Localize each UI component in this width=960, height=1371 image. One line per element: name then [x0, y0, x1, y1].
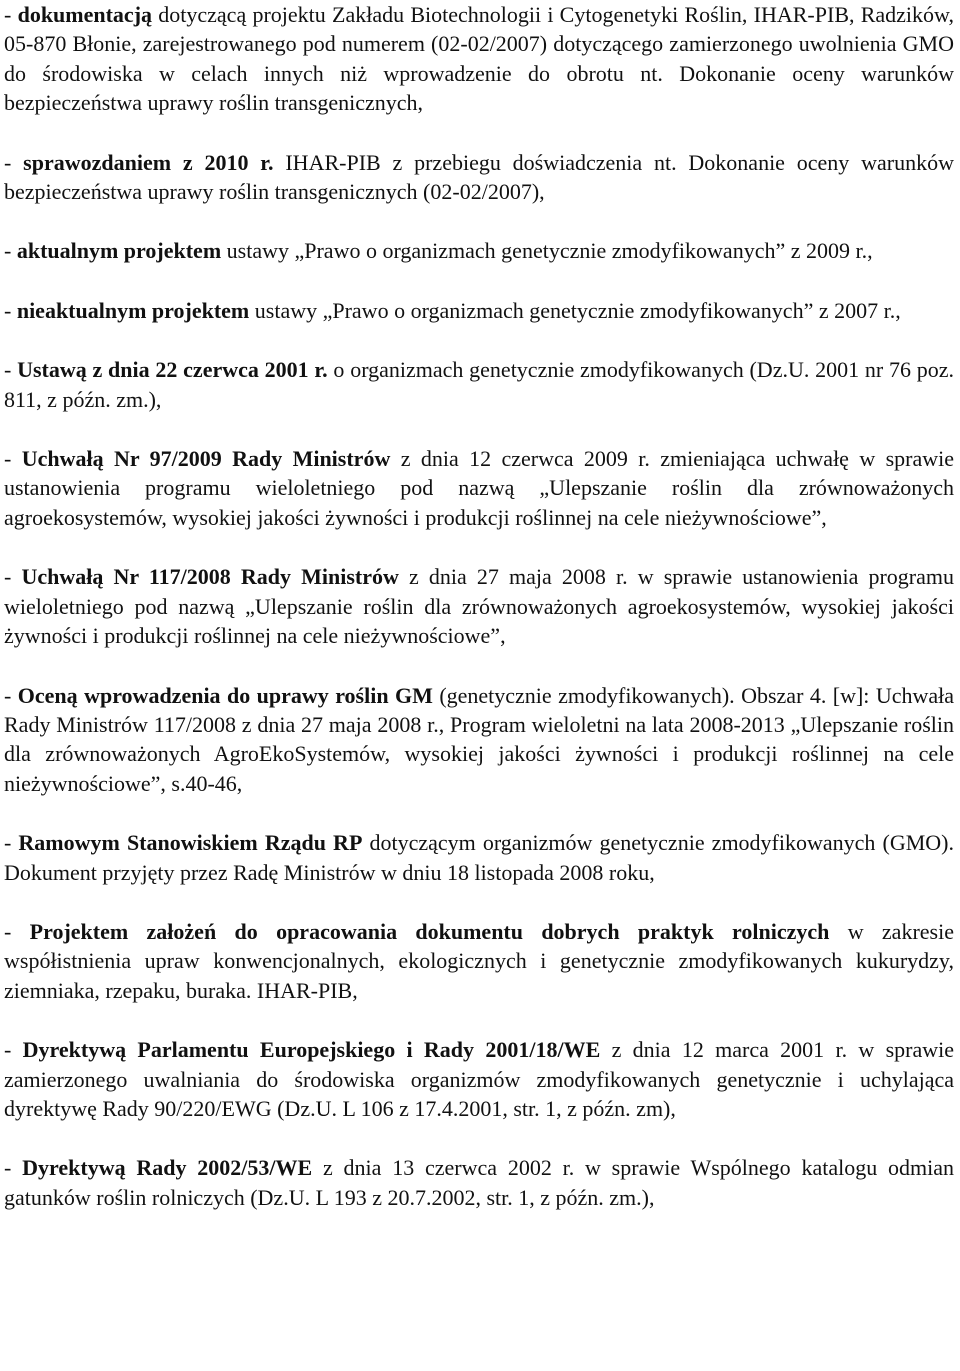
reference-item-ramowe-stanowisko	[4, 828, 954, 887]
reference-item-projekt-zalozen	[4, 917, 954, 1005]
reference-item-ocena-gm	[4, 681, 954, 799]
item-dash: -	[4, 918, 30, 944]
item-text: z dnia 12 marca 2001 r. w sprawie zamierzonego uwalniania do środowiska organizmów zmodyfikowanych genetycznie i uchylająca dyrektywę Rady 90/220/EWG (Dz.U. L 106 z 17.4.2001, str. 1, z późn. zm),	[4, 1037, 955, 1121]
item-dash: -	[4, 357, 18, 383]
item-dash: -	[4, 446, 22, 472]
reference-item-sprawozdanie	[4, 148, 954, 207]
item-dash: -	[4, 238, 17, 264]
item-bold-title: Oceną wprowadzenia do uprawy roślin GM	[17, 682, 433, 708]
item-text: z dnia 27 maja 2008 r. w sprawie ustanowienia programu wieloletniego pod nazwą „Ulepszanie roślin dla zrównoważonych agroekosystemów, wysokiej jakości żywności i produkcji roślinnej na cele nieżywnościowe”,	[4, 564, 955, 649]
item-bold-title: aktualnym projektem	[16, 238, 222, 264]
item-dash: -	[4, 682, 18, 708]
item-bold-title: nieaktualnym projektem	[16, 297, 250, 323]
item-bold-title: Projektem założeń do opracowania dokumentu dobrych praktyk rolniczych	[29, 918, 830, 944]
item-text: z dnia 13 czerwca 2002 r. w sprawie Wspólnego katalogu odmian gatunków roślin rolniczych (Dz.U. L 193 z 20.7.2002, str. 1, z późn. zm.),	[4, 1155, 955, 1210]
item-text: o organizmach genetycznie zmodyfikowanych (Dz.U. 2001 nr 76 poz. 811, z późn. zm.),	[4, 357, 954, 412]
item-dash: -	[4, 297, 17, 323]
item-dash: -	[4, 1155, 23, 1181]
reference-item-dyrektywa-2001-18	[4, 1035, 954, 1123]
item-bold-title: Uchwałą Nr 117/2008 Rady Ministrów	[21, 564, 399, 590]
item-text: w zakresie współistnienia upraw konwencjonalnych, ekologicznych i genetycznie zmodyfikowanych kukurydzy, ziemniaka, rzepaku, buraka. IHAR-PIB,	[4, 918, 954, 1003]
item-bold-title: Dyrektywą Rady 2002/53/WE	[22, 1155, 313, 1181]
item-bold-title: sprawozdaniem z 2010 r.	[23, 149, 274, 175]
reference-item-uchwala-117-2008	[4, 562, 954, 650]
item-text: ustawy „Prawo o organizmach genetycznie zmodyfikowanych” z 2009 r.,	[221, 238, 873, 264]
reference-item-nieaktualny-projekt	[4, 296, 954, 325]
item-bold-title: Dyrektywą Parlamentu Europejskiego i Rady 2001/18/WE	[22, 1037, 601, 1063]
item-text: ustawy „Prawo o organizmach genetycznie zmodyfikowanych” z 2007 r.,	[249, 297, 901, 323]
item-text: IHAR-PIB z przebiegu doświadczenia nt. Dokonanie oceny warunków bezpieczeństwa uprawy roślin transgenicznych (02-02/2007),	[4, 149, 954, 205]
item-text: dotyczącą projektu Zakładu Biotechnologii i Cytogenetyki Roślin, IHAR-PIB, Radzików, 05-870 Błonie, zarejestrowanego pod numerem (02-02/2007) dotyczącego zamierzonego uwolnienia GMO do środowiska w celach innych niż wprowadzenie do obrotu nt. Dokonanie oceny warunków bezpieczeństwa uprawy roślin transgenicznych,	[4, 2, 955, 116]
reference-item-dyrektywa-2002-53	[4, 1153, 954, 1212]
item-bold-title: Ustawą z dnia 22 czerwca 2001 r.	[17, 357, 328, 383]
item-dash: -	[4, 564, 22, 590]
item-text: z dnia 12 czerwca 2009 r. zmieniająca uchwałę w sprawie ustanowienia programu wieloletniego pod nazwą „Ulepszanie roślin dla zrównoważonych agroekosystemów, wysokiej jakości żywności i produkcji roślinnej na cele nieżywnościowe”,	[4, 446, 954, 530]
reference-item-dokumentacja	[4, 0, 954, 118]
reference-item-aktualny-projekt	[4, 236, 954, 265]
item-dash: -	[4, 1037, 23, 1063]
item-bold-title: Ramowym Stanowiskiem Rządu RP	[18, 830, 363, 856]
document-body	[4, 0, 954, 1212]
item-bold-title: dokumentacją	[17, 2, 153, 27]
item-dash: -	[4, 2, 18, 27]
reference-item-uchwala-97-2009	[4, 444, 954, 532]
item-bold-title: Uchwałą Nr 97/2009 Rady Ministrów	[21, 446, 391, 472]
reference-item-ustawa-2001	[4, 355, 954, 414]
item-dash: -	[4, 149, 24, 175]
item-dash: -	[4, 830, 19, 856]
item-text: dotyczącym organizmów genetycznie zmodyfikowanych (GMO). Dokument przyjęty przez Radę Ministrów w dniu 18 listopada 2008 roku,	[4, 830, 954, 885]
item-text: (genetycznie zmodyfikowanych). Obszar 4. [w]: Uchwała Rady Ministrów 117/2008 z dnia 27 maja 2008 r., Program wieloletni na lata 2008-2013 „Ulepszanie roślin dla zrównoważonych AgroEkoSystemów, wysokiej jakości żywności i produkcji roślinnej na cele nieżywnościowe”, s.40-46,	[4, 682, 955, 796]
